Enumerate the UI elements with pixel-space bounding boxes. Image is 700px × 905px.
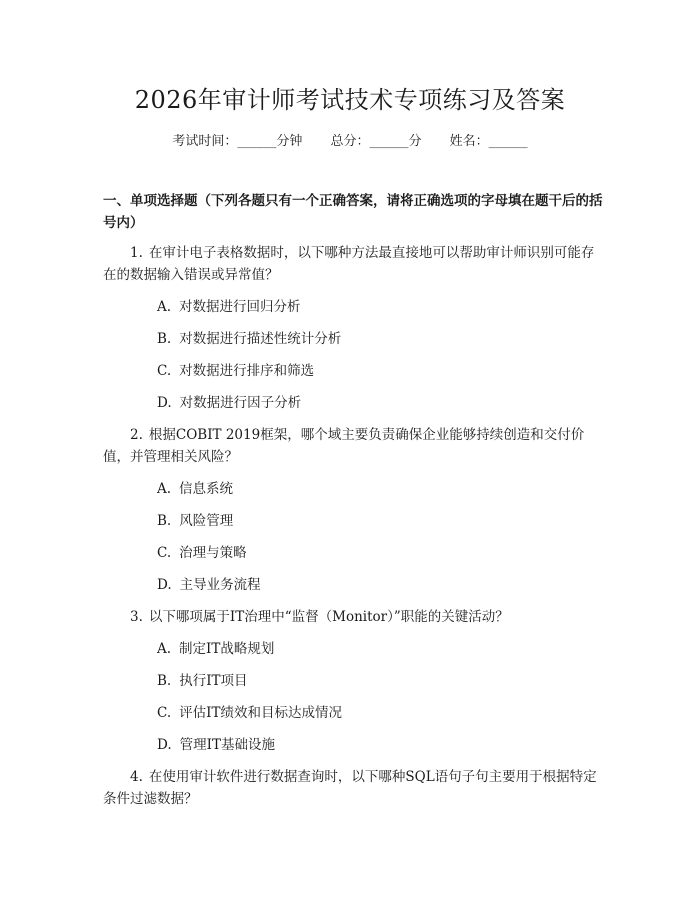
question-stem <box>103 242 603 286</box>
option-text: 管理IT基础设施 <box>179 737 275 753</box>
question-stem <box>103 766 603 810</box>
exam-time-label: 考试时间：______分钟 <box>172 134 303 149</box>
option-text: 主导业务流程 <box>179 577 261 593</box>
option-letter: D. <box>157 737 172 753</box>
option-text: 治理与策略 <box>179 545 247 561</box>
answer-option <box>157 638 603 660</box>
option-letter: B. <box>157 331 172 347</box>
option-letter: D. <box>157 395 172 411</box>
option-letter: C. <box>157 545 172 561</box>
question-number: 1. <box>130 245 143 261</box>
question-stem <box>103 606 603 628</box>
answer-option <box>157 478 603 500</box>
option-letter: C. <box>157 705 172 721</box>
option-list <box>103 296 603 414</box>
question-text: 在审计电子表格数据时，以下哪种方法最直接地可以帮助审计师识别可能存在的数据输入错误或异常值？ <box>103 245 595 283</box>
question-list <box>103 242 603 820</box>
answer-option <box>157 328 603 350</box>
page-title: 2026年审计师考试技术专项练习及答案 <box>134 86 566 114</box>
option-letter: B. <box>157 513 172 529</box>
answer-option <box>157 392 603 414</box>
exam-meta <box>0 130 700 149</box>
option-letter: A. <box>157 641 172 657</box>
option-text: 对数据进行因子分析 <box>179 395 302 411</box>
option-text: 执行IT项目 <box>179 673 248 689</box>
question-number: 2. <box>130 427 143 443</box>
option-text: 对数据进行回归分析 <box>179 299 301 315</box>
option-text: 制定IT战略规划 <box>179 641 275 657</box>
question-text: 以下哪项属于IT治理中“监督（Monitor）”职能的关键活动？ <box>148 609 509 625</box>
question-stem <box>103 424 603 468</box>
answer-option <box>157 542 603 564</box>
total-score-label: 总分：______分 <box>330 134 422 149</box>
option-text: 对数据进行排序和筛选 <box>179 363 315 379</box>
question-number: 3. <box>130 609 143 625</box>
answer-option <box>157 670 603 692</box>
answer-option <box>157 734 603 756</box>
option-letter: A. <box>157 299 172 315</box>
answer-option <box>157 702 603 724</box>
option-letter: D. <box>157 577 172 593</box>
question-number: 4. <box>130 769 143 785</box>
answer-option <box>157 296 603 318</box>
question-text: 在使用审计软件进行数据查询时，以下哪种SQL语句子句主要用于根据特定条件过滤数据？ <box>103 769 597 807</box>
option-letter: A. <box>157 481 172 497</box>
question-text: 根据COBIT 2019框架，哪个域主要负责确保企业能够持续创造和交付价值，并管理相关风险？ <box>103 427 585 465</box>
option-letter: C. <box>157 363 172 379</box>
option-text: 评估IT绩效和目标达成情况 <box>179 705 342 721</box>
option-letter: B. <box>157 673 172 689</box>
answer-option <box>157 360 603 382</box>
option-text: 对数据进行描述性统计分析 <box>179 331 342 347</box>
answer-option <box>157 574 603 596</box>
option-list <box>103 638 603 756</box>
name-label: 姓名：______ <box>449 134 528 149</box>
section-heading: 一、单项选择题（下列各题只有一个正确答案，请将正确选项的字母填在题干后的括号内） <box>103 193 603 231</box>
option-text: 信息系统 <box>179 481 234 497</box>
option-text: 风险管理 <box>179 513 234 529</box>
option-list <box>103 478 603 596</box>
answer-option <box>157 510 603 532</box>
